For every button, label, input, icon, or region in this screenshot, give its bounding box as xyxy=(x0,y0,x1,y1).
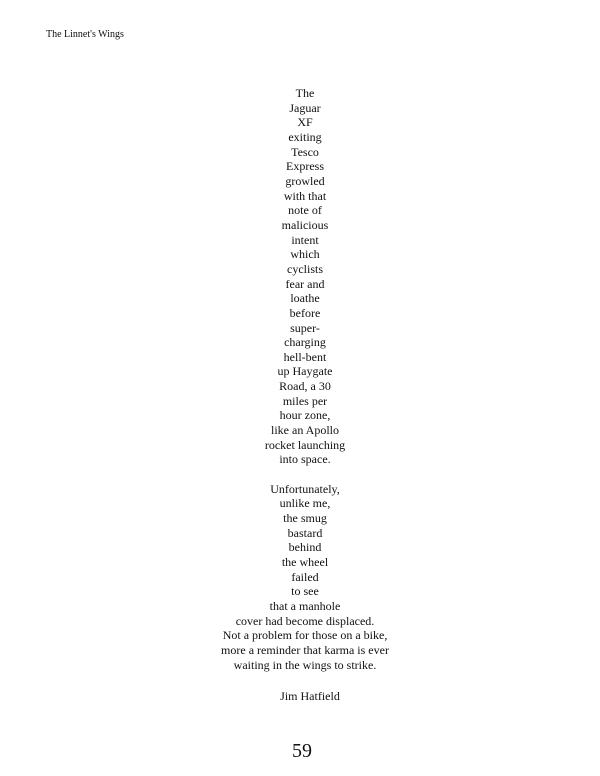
poem-line: miles per xyxy=(282,393,328,408)
poem-line: Express xyxy=(286,159,324,174)
poem-line: with that xyxy=(283,188,327,203)
poem-line: more a reminder that karma is ever xyxy=(221,642,389,657)
poem-line: waiting in the wings to strike. xyxy=(233,657,377,672)
poem-stanza-1 xyxy=(0,86,600,467)
poem-line: into space. xyxy=(279,452,331,467)
poem-line: unlike me, xyxy=(279,496,331,511)
poem-line: cover had become displaced. xyxy=(235,613,375,628)
poem-line: loathe xyxy=(290,291,320,306)
poem-line: note of xyxy=(288,203,322,218)
poem-line: hour zone, xyxy=(279,408,331,423)
poem-line: cyclists xyxy=(287,261,323,276)
poem-line: charging xyxy=(284,335,326,350)
poem-line: before xyxy=(289,305,321,320)
poem-line: super- xyxy=(290,320,320,335)
poem-line: intent xyxy=(291,232,319,247)
poem-line: malicious xyxy=(281,217,329,232)
poem-line: XF xyxy=(297,115,313,130)
poem-line: Tesco xyxy=(291,144,319,159)
poem-line: rocket launching xyxy=(264,437,346,452)
poem-line: which xyxy=(290,247,320,262)
poem-line: fear and xyxy=(285,276,325,291)
poem-line: that a manhole xyxy=(269,598,341,613)
poem-line: bastard xyxy=(287,525,323,540)
author-name: Jim Hatfield xyxy=(280,689,340,703)
poem-line: exiting xyxy=(288,129,322,144)
poem-line: failed xyxy=(291,569,319,584)
poem-line: the smug xyxy=(283,511,327,526)
poem-line: behind xyxy=(288,540,322,555)
poem-line: Unfortunately, xyxy=(270,481,340,496)
page-number: 59 xyxy=(292,740,312,762)
poem-line: Jaguar xyxy=(289,100,321,115)
poem-line: growled xyxy=(285,173,325,188)
poem-line: The xyxy=(295,86,315,100)
poem-line: up Haygate xyxy=(277,364,333,379)
poem-line: hell-bent xyxy=(283,349,327,364)
poem-line: the wheel xyxy=(281,554,329,569)
poem-line: like an Apollo xyxy=(271,423,339,438)
poem-line: Not a problem for those on a bike, xyxy=(222,628,388,643)
poem-body xyxy=(0,86,600,672)
poem-line: Road, a 30 xyxy=(279,379,331,394)
poem-line: to see xyxy=(291,584,319,599)
running-header: The Linnet's Wings xyxy=(46,29,124,40)
poem-stanza-2 xyxy=(0,482,600,673)
